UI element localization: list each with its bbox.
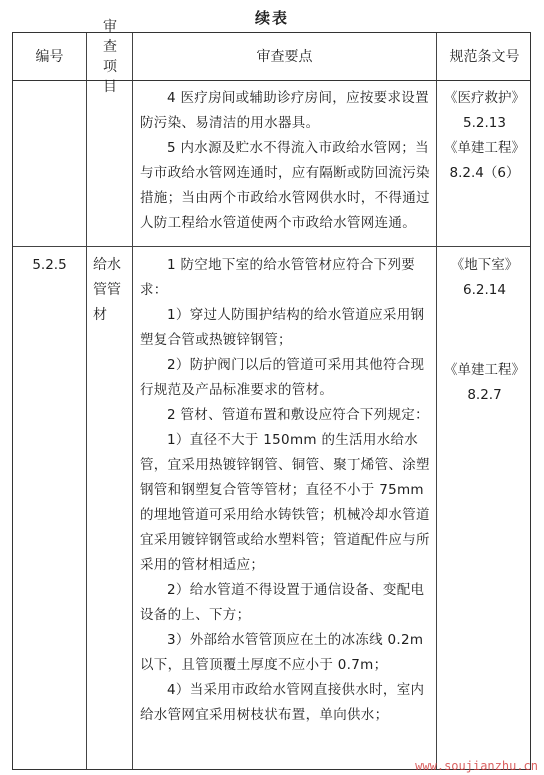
ref-text: 8.2.7 [467,387,502,403]
ref-text: 《单建工程》 [444,362,525,378]
header-item: 审查项目 [103,18,117,95]
header-ref: 规范条文号 [449,48,520,65]
row-points [140,253,430,728]
ref-text: 《地下室》 [450,257,519,273]
header-divider [13,80,530,81]
ref-text: 《单建工程》 [444,140,525,156]
point-text: 1）直径不大于 150mm 的生活用水给水管，宜采用热镀锌钢管、铜管、聚丁烯管、涂塑钢管和钢塑复合管等管材；直径不小于 75mm 的埋地管道可采用给水铸铁管；机械冷却水管道宜采用镀锌钢管或给水塑料管；管道配件应与所采用的管材相适应； [140,432,430,573]
point-text: 4）当采用市政给水管网直接供水时，室内给水管网宜采用树枝状布置，单向供水； [140,682,425,723]
ref-text: 8.2.4（6） [449,165,520,181]
column-divider [86,33,87,769]
point-text: 3）外部给水管管顶应在土的冰冻线 0.2m 以下，且管顶覆土厚度不应小于 0.7m； [140,632,424,673]
row-item: 给水管管材 [93,257,121,323]
point-text: 2）防护阀门以后的管道可采用其他符合现行规范及产品标准要求的管材。 [140,357,425,398]
header-number: 编号 [35,48,64,65]
point-text: 1）穿过人防围护结构的给水管道应采用钢塑复合管或热镀锌钢管； [140,307,425,348]
point-text: 1 防空地下室的给水管管材应符合下列要求： [140,257,416,298]
row-refs [437,253,532,408]
row-divider [13,246,530,247]
ref-text: 6.2.14 [463,282,506,298]
ref-text: 5.2.13 [463,115,506,131]
row-points [140,86,430,236]
row-refs [437,86,532,186]
point-text: 5 内水源及贮水不得流入市政给水管网；当与市政给水管网连通时，应有隔断或防回流污染措施；当由两个市政给水管网供水时，不得通过人防工程给水管道使两个市政给水管网连通。 [140,140,430,231]
ref-text: 《医疗救护》 [444,90,525,106]
point-text: 4 医疗房间或辅助诊疗房间，应按要求设置防污染、易清洁的用水器具。 [140,90,429,131]
point-text: 2）给水管道不得设置于通信设备、变配电设备的上、下方； [140,582,425,623]
row-number: 5.2.5 [32,257,67,273]
header-points: 审查要点 [256,48,313,65]
column-divider [132,33,133,769]
watermark: www.soujianzhu.cn [415,759,538,773]
point-text: 2 管材、管道布置和敷设应符合下列规定： [167,407,429,423]
page-title: 续表 [254,9,289,27]
